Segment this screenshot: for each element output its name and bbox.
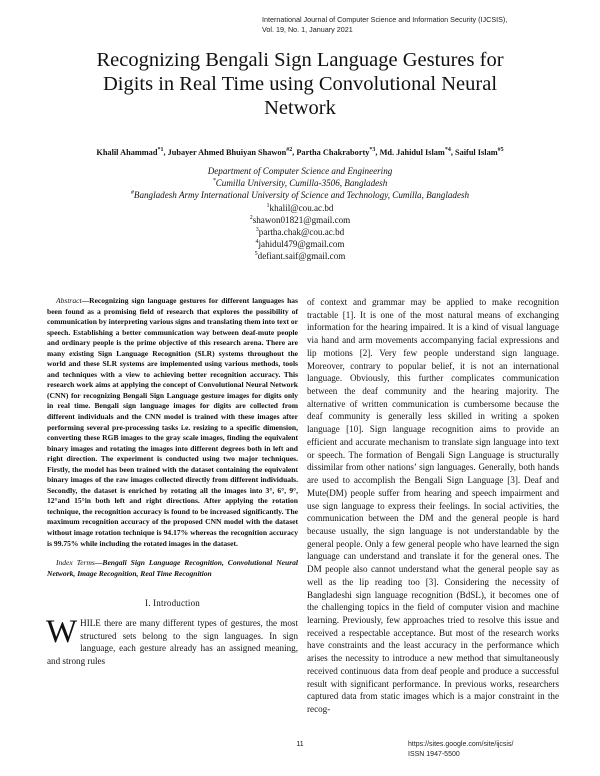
- page-number: 11: [296, 741, 304, 748]
- footer-issn: ISSN 1947-5500: [408, 750, 460, 758]
- section-heading: I. Introduction: [145, 598, 200, 609]
- author-name: Partha Chakraborty: [296, 148, 370, 157]
- author-marker: #5: [497, 147, 504, 154]
- email-address: khalil@cou.ac.bd: [269, 203, 334, 213]
- email-address: jahidul479@gmail.com: [258, 239, 345, 249]
- author-list: [40, 148, 560, 157]
- author-separator: ,: [450, 148, 453, 157]
- footer-url: https://sites.google.com/site/ijcsis/: [408, 741, 514, 748]
- right-column: [307, 296, 559, 716]
- paper-title-line: Network: [264, 97, 336, 119]
- paper-title-line: Recognizing Bengali Sign Language Gestures for: [96, 49, 504, 71]
- left-column: [47, 296, 298, 668]
- intro-continuation: of context and grammar may be applied to make recognition tractable [1]. It is one of the most natural means of exchanging information for the hearing impaired. It is a kind of visual language via hand and arm movements accompanying facial expressions and lip motions [2]. Very few people understand sign language. Moreover, contrary to popular belief, it is not an international language. Obviously, this further complicates communication between the deaf community and the hearing majority. The alternative of written communication is cumbersome because the deaf community is generally less skilled in writing a spoken language [10]. Sign language recognition aims to provide an efficient and accurate mechanism to translate sign language into text or speech. The formation of Bengali Sign Language is structurally dissimilar from other nations’ sign languages. Generally, both hands are used to accomplish the Bengali Sign Language [3]. Deaf and Mute(DM) people suffer from hearing and speech impairment and use sign language to express their feelings. In social activities, the communication between the DM and the general people is hard because usually, the sign language is not understandable by the general people. Only a few general people who have learned the sign language can understand and translate it for the general ones. The DM people also cannot understand what the general people say as well as the lip reading too [3]. Considering the necessity of Bangladeshi sign language recognition (BdSL), it becomes one of the challenging topics in the field of computer vision and machine learning. Previously, few approaches tried to resolve this issue and received a respectable acceptance. But most of the research works have constraints and the least accuracy in the performance which arises the necessity to introduce a new method that simultaneously received continuous data from deaf people and produce a successful result with significant performance. In previous works, researchers captured data from static images which is a major constraint in the recog-: [307, 297, 559, 714]
- author-name: Md. Jahidul Islam: [379, 148, 445, 157]
- journal-volume: Vol. 19, No. 1, January 2021: [262, 25, 353, 34]
- email-marker: 4: [255, 238, 259, 245]
- email-marker: 2: [249, 214, 253, 221]
- author-marker: *4: [444, 147, 451, 154]
- author-marker: *1: [157, 147, 164, 154]
- author-separator: ,: [163, 148, 166, 157]
- author-marker: *3: [369, 147, 376, 154]
- author-email: [40, 250, 560, 262]
- drop-cap: W: [46, 614, 78, 651]
- author-name: Jubayer Ahmed Bhuiyan Shawon: [167, 148, 287, 157]
- affiliation-text: Cumilla University, Cumilla-3506, Bangladesh: [215, 178, 388, 188]
- author-name: Saiful Islam: [454, 148, 498, 157]
- author-email: [40, 238, 560, 250]
- affiliation-department: Department of Computer Science and Engineering: [207, 166, 393, 176]
- index-terms: [47, 558, 298, 579]
- author-email: [40, 226, 560, 238]
- abstract-label: Abstract: [56, 296, 82, 305]
- email-address: defiant.saif@gmail.com: [257, 251, 346, 261]
- paper-title-line: Digits in Real Time using Convolutional Neural: [102, 73, 498, 95]
- affiliation-army-university: [40, 189, 560, 201]
- email-marker: 3: [255, 226, 259, 233]
- author-separator: ,: [375, 148, 378, 157]
- intro-paragraph: [46, 614, 298, 667]
- affiliation-text: Bangladesh Army International University of Science and Technology, Cumilla, Bangladesh: [133, 190, 470, 200]
- index-terms-label: Index Terms: [56, 558, 95, 568]
- author-name: Khalil Ahammad: [96, 148, 158, 157]
- affiliation-university: [40, 177, 560, 189]
- author-email: [40, 214, 560, 226]
- abstract-text: —Recognizing sign language gestures for different languages has been found as a promising field of research that explores the possibility of communication by interpreting various signs and translating them into text or speech. Establishing a better communication way between deaf-mute people and ordinary people is the prime objective of this research arena. There are many existing Sign Language Recognition (SLR) systems throughout the world and these SLR systems are implemented using various methods, tools and techniques with a view to achieving better recognition accuracy. This research work aims at applying the concept of Convolutional Neural Network (CNN) for recognizing Bengali Sign Language gesture images for digits only in real time. Bengali sign language images for digits are collected from different individuals and the CNN model is trained with these images after performing several pre-processing tasks i.e. resizing to a specific dimension, converting these RGB images to the gray scale images, finding the equivalent binary images and rotating the images into different degrees both in left and right direction. The experiment is conducted using two major techniques. Firstly, the model has been trained with the dataset containing the equivalent binary images of the raw images collected directly from different individuals. Secondly, the dataset is enriched by rotating all the images into 3°, 6°, 9°, 12°and 15°in both left and right directions. After applying the rotation technique, the recognition accuracy is found to be increased significantly. The maximum recognition accuracy of the proposed CNN model with the dataset without image rotation technique is 94.17% whereas the recognition accuracy is 99.75% while including the rotated images in the dataset.: [47, 296, 299, 548]
- affiliation-marker: #: [130, 189, 134, 196]
- journal-header: [262, 15, 562, 35]
- author-marker: #2: [286, 147, 293, 154]
- email-address: partha.chak@cou.ac.bd: [258, 227, 345, 237]
- email-address: shawon01821@gmail.com: [252, 215, 351, 225]
- affiliation-marker: *: [212, 177, 216, 184]
- intro-text: HILE there are many different types of gestures, the most structured sets belong to the sign languages. In sign language, each gesture already has an assigned meaning, and strong rules: [47, 618, 298, 666]
- email-marker: 5: [254, 250, 258, 257]
- abstract: [47, 296, 298, 549]
- email-marker: 1: [266, 202, 270, 209]
- author-separator: ,: [292, 148, 295, 157]
- author-email: [40, 202, 560, 214]
- journal-name: International Journal of Computer Science and Information Security (IJCSIS),: [262, 15, 508, 24]
- footer-info: [408, 740, 578, 759]
- paper-title: [40, 48, 560, 120]
- index-terms-text: —Bengali Sign Language Recognition, Convolutional Neural Network, Image Recognition, Real Time Recognition: [47, 558, 298, 578]
